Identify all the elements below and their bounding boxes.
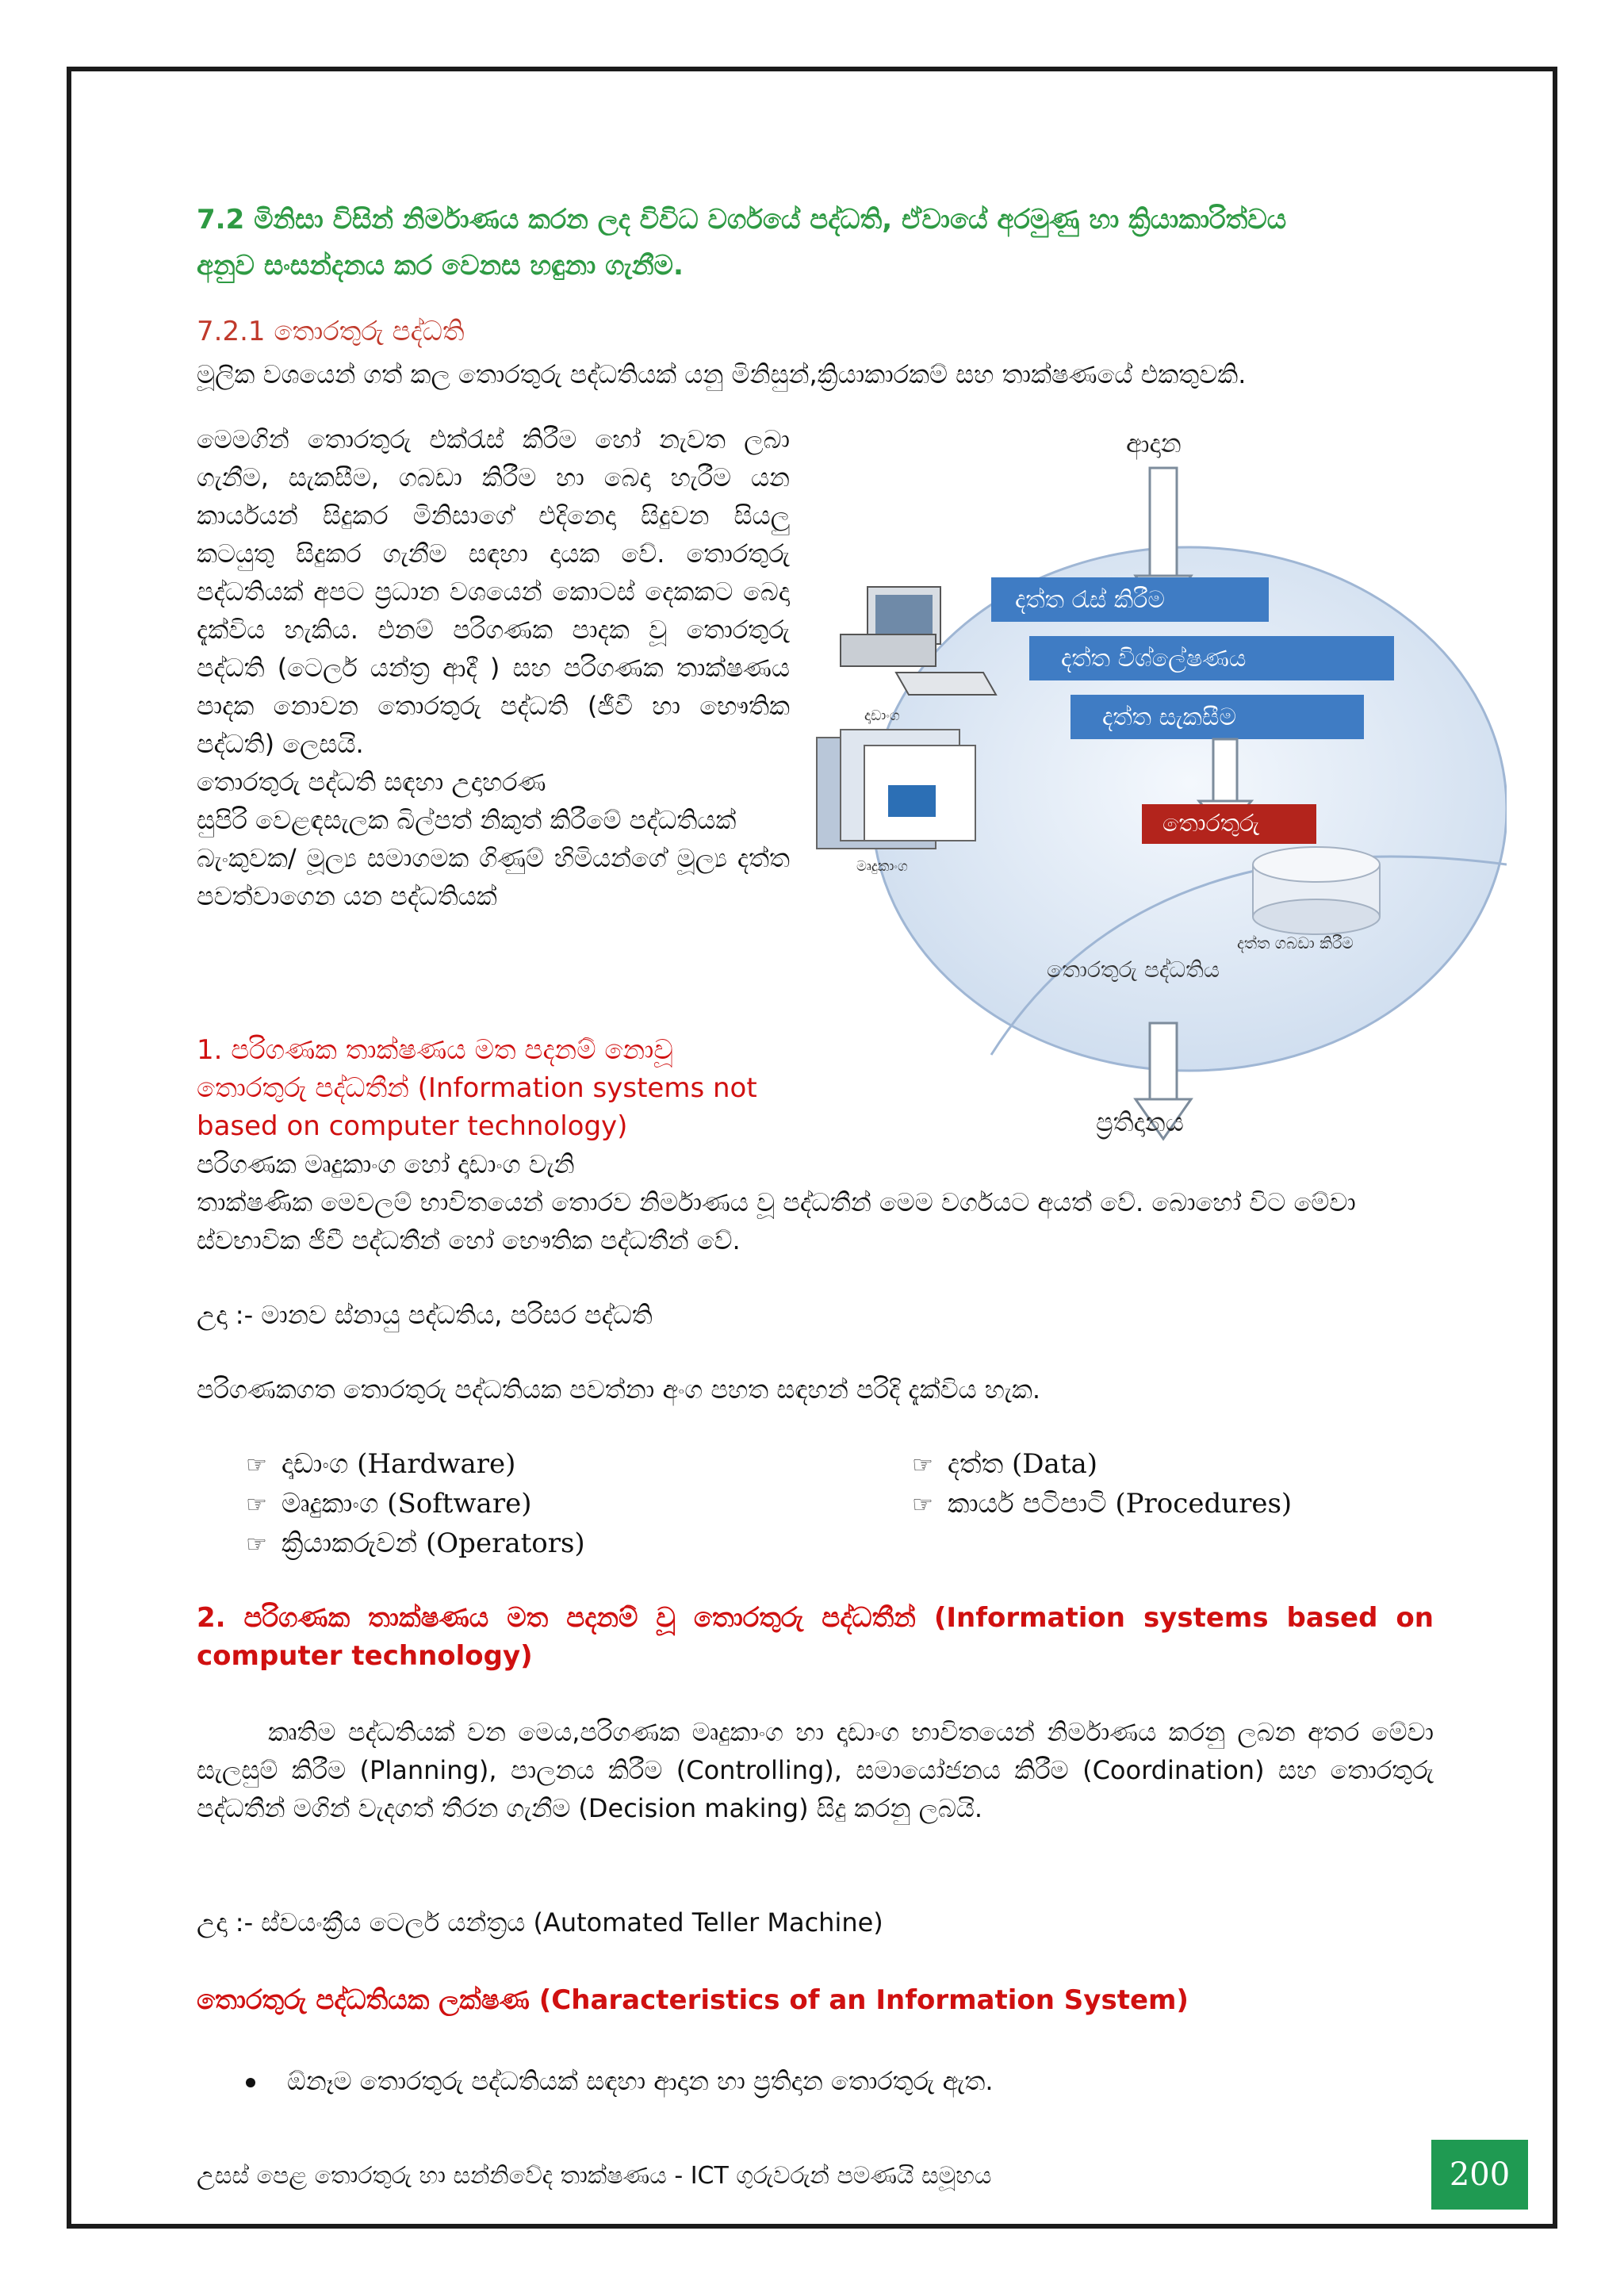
software-screens-icon [817, 730, 975, 849]
pointing-hand-icon: ☞ [246, 1531, 267, 1558]
step-process-label: දත්ත සැකසීම [1102, 703, 1237, 731]
characteristics-heading-si: තොරතුරු පද්ධතියක ලක්ෂණ [197, 1984, 530, 2016]
component-item: ☞ දෘඩාංග (Hardware) [246, 1448, 516, 1480]
example-item: බැංකුවක/ මූල්‍ය සමාගමක ගිණුම් හිමියන්ගේ මූල්‍ය දත්ත පවත්වාගෙන යන පද්ධතියක් [197, 843, 790, 911]
part2-example: උදා :- ස්වයංක්‍රීය ටෙලර් යන්ත්‍රය (Automated Teller Machine) [197, 1907, 883, 1938]
part1-text-line1: පරිගණක මෘදුකාංග හෝ දෘඩාංග වැනි [197, 1149, 575, 1179]
components-intro: පරිගණකගත තොරතුරු පද්ධතියක පවත්නා අංග පහත සඳහන් පරිදි දැක්විය හැක. [197, 1374, 1041, 1405]
bullet-dot-icon [246, 2078, 255, 2087]
hardware-caption: දෘඩාංග [864, 707, 900, 724]
footer-text: උසස් පෙළ තොරතුරු හා සන්නිවේද තාක්ෂණය - ICT ගුරුවරුන් පමණයි සමූහය [197, 2162, 992, 2190]
section-heading [197, 197, 1434, 289]
characteristics-heading [197, 1981, 1434, 2019]
components-left-list [246, 1445, 585, 1564]
pointing-hand-icon: ☞ [912, 1491, 933, 1519]
pointing-hand-icon: ☞ [912, 1451, 933, 1479]
pointing-hand-icon: ☞ [246, 1451, 267, 1479]
component-item: ☞ මෘදුකාංග (Software) [246, 1488, 532, 1520]
database-caption: දත්ත ගබඩා කිරීම [1237, 933, 1354, 953]
part2-heading: 2. පරිගණක තාක්ෂණය මත පදනම් වූ තොරතුරු පද්ධතීන් (Information systems based on computer technology) [197, 1602, 1434, 1672]
software-caption: මෘදුකාංග [856, 858, 908, 875]
subsection-title: 7.2.1 තොරතුරු පද්ධති [197, 316, 465, 347]
page-number-badge: 200 [1431, 2140, 1528, 2210]
component-item: ☞ ක්‍රියාකරුවන් (Operators) [246, 1527, 585, 1559]
definition-text: මූලික වශයෙන් ගත් කල තොරතුරු පද්ධතියක් යනු මිනිසුන්,ක්‍රියාකාරකම් සහ තාක්ෂණයේ එකතුවකි. [197, 359, 1247, 389]
input-label: ආදාන [1126, 428, 1182, 458]
component-item: ☞ කාර්ය පටිපාටි (Procedures) [912, 1488, 1293, 1520]
characteristic-item: ඕනෑම තොරතුරු පද්ධතියක් සඳහා ආදාන හා ප්‍රතිදාන තොරතුරු ඇත. [287, 2066, 994, 2096]
left-column [197, 420, 790, 915]
section-heading-line2: අනුව සංසන්දනය කර වෙනස හඳුනා ගැනීම. [197, 250, 684, 282]
components-right-list [912, 1445, 1292, 1524]
part1-text: තාක්ෂණික මෙවලම් භාවිතයෙන් තොරව නිර්මාණය වූ පද්ධතීන් මෙම වර්ගයට අයත් වේ. බොහෝ විට මේවා ස්වභාවික ජීවී පද්ධතීන් හෝ භෞතික පද්ධතීන් වේ. [197, 1187, 1356, 1255]
information-system-diagram [809, 420, 1507, 1158]
examples-title: තොරතුරු පද්ධති සඳහා උදාහරණ [197, 767, 546, 797]
pointing-hand-icon: ☞ [246, 1491, 267, 1519]
intro-paragraph: මෙමගින් තොරතුරු එක්රැස් කිරීම හෝ නැවත ලබා ගැනීම, සැකසීම, ගබඩා කිරීම හා බෙදා හැරීම යන කාර්යයන් සිදුකර මිනිසාගේ එදිනෙදා සිදුවන සියලු කටයුතු සිදුකර ගැනීම සඳහා දායක වේ. තොරතුරු පද්ධතියක් අපට ප්‍රධාන වශයෙන් කොටස් දෙකකට බෙදා දැක්විය හැකිය. එනම් පරිගණක පාදක වූ තොරතුරු පද්ධති (ටෙලර් යන්ත්‍ර ආදී ) සහ පරිගණක තාක්ෂණය පාදක නොවන තොරතුරු පද්ධති (ජීවී හා භෞතික පද්ධති) ලෙසයි. [197, 424, 790, 759]
output-label: ප්‍රතිදානය [1096, 1107, 1184, 1137]
characteristics-heading-en: (Characteristics of an Information System) [538, 1984, 1189, 2016]
information-label: තොරතුරු [1162, 810, 1260, 838]
part1-example: උදා :- මානව ස්නායු පද්ධතිය, පරිසර පද්ධති [197, 1300, 653, 1330]
part1-heading: 1. පරිගණක තාක්ෂණය මත පදනම් නොවූ තොරතුරු පද්ධතීන් (Information systems not based on computer technology) [197, 1034, 757, 1142]
section-heading-line1: 7.2 මිනිසා විසින් නිර්මාණය කරන ලද විවිධ වර්ගයේ පද්ධති, ඒවායේ අරමුණු හා ක්‍රියාකාරිත්වය [197, 204, 1287, 236]
diagram-svg [809, 420, 1507, 1158]
component-item: ☞ දත්ත (Data) [912, 1448, 1098, 1480]
example-item: සුපිරි වෙළඳසැලක බිල්පත් නිකුත් කිරීමේ පද්ධතියක් [197, 805, 737, 835]
step-collect-label: දත්ත රැස් කිරීම [1015, 586, 1165, 614]
system-caption: තොරතුරු පද්ධතිය [1047, 956, 1220, 983]
characteristics-list [246, 2062, 1435, 2100]
database-icon [1253, 847, 1380, 934]
step-analyse-label: දත්ත විශ්ලේෂණය [1061, 645, 1247, 673]
part2-paragraph: කෘතිම පද්ධතියක් වන මෙය,පරිගණක මෘදුකාංග හා දෘඩාංග භාවිතයෙන් නිර්මාණය කරනු ලබන අතර මේවා සැලසුම් කිරීම (Planning), පාලනය කිරීම (Controlling), සමායෝජනය කිරීම (Coordination) සහ තොරතුරු පද්ධතීන් මගින් වැදගත් තීරන ගැනීම (Decision making) සිදු කරනු ලබයි. [197, 1717, 1434, 1823]
